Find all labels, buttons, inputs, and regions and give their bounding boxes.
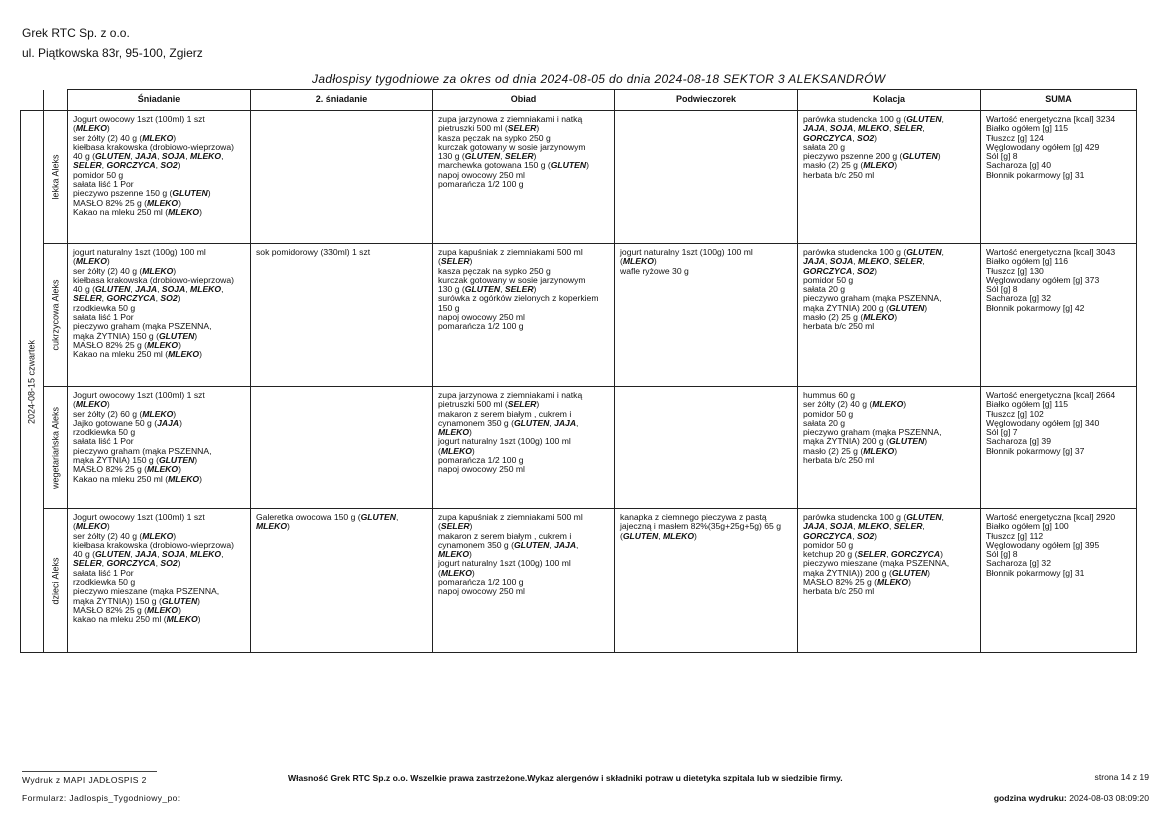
header-spacer [21, 90, 44, 111]
dish-line: SELER, GORCZYCA, SO2) [73, 558, 181, 569]
dish-line: mąka ŻYTNIA) 200 g (GLUTEN) [803, 302, 928, 313]
dish-line: parówka studencka 100 g (GLUTEN, [803, 247, 944, 257]
dish-line: kiełbasa krakowska (drobiowo-wieprzowa) [73, 274, 234, 285]
dish-line: GORCZYCA, SO2) [803, 265, 878, 276]
dish-line: marchewka gotowana 150 g (GLUTEN) [438, 160, 589, 171]
dish-line: parówka studencka 100 g (GLUTEN, [803, 114, 944, 124]
meal-cell-lunch [433, 244, 615, 387]
dish-line: cynamonem 350 g (GLUTEN, JAJA, [438, 539, 579, 550]
table-row [21, 111, 1137, 244]
dish-line: makaron z serem białym , cukrem i [438, 408, 572, 419]
dish-line: sałata liść 1 Por [73, 567, 134, 578]
table-row [21, 244, 1137, 387]
dish-line: (MLEKO) [73, 399, 110, 410]
dish-line: ketchup 20 g (SELER, GORCZYCA) [803, 549, 943, 560]
nutrition-line: Białko ogółem [g] 115 [986, 399, 1069, 410]
dish-line: rzodkiewka 50 g [73, 302, 136, 313]
diet-cell [44, 244, 68, 387]
nutrition-line: Białko ogółem [g] 115 [986, 123, 1069, 134]
dish-line: jogurt naturalny 1szt (100g) 100 ml [620, 247, 753, 257]
dish-line: pieczywo graham (mąka PSZENNA, [73, 321, 212, 332]
column-header-second-breakfast: 2. śniadanie [251, 90, 433, 111]
day-label: 2024-08-15 czwartek [26, 339, 37, 424]
diet-label: wegetariańska Aleks [49, 406, 60, 489]
dish-line: parówka studencka 100 g (GLUTEN, [803, 512, 944, 522]
nutrition-line: Błonnik pokarmowy [g] 42 [986, 302, 1085, 313]
dish-line: ser żółty (2) 40 g (MLEKO) [73, 265, 177, 276]
dish-line: MASŁO 82% 25 g (MLEKO) [73, 464, 181, 475]
dish-line: pomarańcza 1/2 100 g [438, 321, 524, 332]
dish-line: sałata 20 g [803, 284, 846, 295]
dish-line: ser żółty (2) 40 g (MLEKO) [73, 132, 177, 143]
dish-line: sałata liść 1 Por [73, 179, 134, 190]
dish-line: pieczywo mieszane (mąka PSZENNA, [73, 586, 220, 597]
meal-cell-dinner [798, 244, 981, 387]
dish-line: (SELER) [438, 521, 473, 532]
document-title: Jadłospisy tygodniowe za okres od dnia 2024-08-05 do dnia 2024-08-18 SEKTOR 3 ALEKSANDRÓW [312, 72, 886, 86]
nutrition-line: Węglowodany ogółem [g] 340 [986, 417, 1100, 428]
meal-cell-breakfast [68, 244, 251, 387]
dish-line: herbata b/c 250 ml [803, 586, 875, 597]
dish-line: mąka ŻYTNIA) 150 g (GLUTEN) [73, 330, 198, 341]
dish-line: pieczywo graham (mąka PSZENNA, [803, 293, 942, 304]
dish-line: pieczywo graham (mąka PSZENNA, [803, 427, 942, 438]
dish-line: kanapka z ciemnego pieczywa z pastą [620, 512, 767, 522]
dish-line: mąka ŻYTNIA)) 200 g (GLUTEN) [803, 567, 931, 578]
dish-line: ser żółty (2) 60 g (MLEKO) [73, 408, 177, 419]
nutrition-summary-cell [981, 387, 1137, 509]
dish-line: pietruszki 500 ml (SELER) [438, 123, 540, 134]
dish-line: napoj owocowy 250 ml [438, 169, 525, 180]
page-info: strona 14 z 19 [1094, 772, 1149, 782]
nutrition-line: Sacharoza [g] 32 [986, 558, 1051, 569]
nutrition-line: Białko ogółem [g] 100 [986, 521, 1069, 532]
dish-line: pieczywo pszenne 150 g (GLUTEN) [73, 188, 211, 199]
company-name: Grek RTC Sp. z o.o. [22, 26, 130, 40]
nutrition-line: Tłuszcz [g] 112 [986, 530, 1044, 541]
table-header-row [21, 90, 1137, 111]
dish-line: napoj owocowy 250 ml [438, 312, 525, 323]
nutrition-line: Wartość energetyczna [kcal] 3043 [986, 247, 1116, 257]
dish-line: pieczywo mieszane (mąka PSZENNA, [803, 558, 950, 569]
dish-line: pomarańcza 1/2 100 g [438, 455, 524, 466]
dish-line: (MLEKO) [73, 521, 110, 532]
dish-line: ser żółty (2) 40 g (MLEKO) [73, 530, 177, 541]
dish-line: sałata liść 1 Por [73, 436, 134, 447]
dish-line: rzodkiewka 50 g [73, 427, 136, 438]
company-address: ul. Piątkowska 83r, 95-100, Zgierz [22, 46, 203, 60]
dish-line: (MLEKO) [438, 567, 475, 578]
dish-line: Jogurt owocowy 1szt (100ml) 1 szt [73, 390, 205, 400]
form-label: Formularz: Jadlospis_Tygodniowy_po: [22, 793, 181, 803]
dish-line: zupa jarzynowa z ziemniakami i natką [438, 114, 583, 124]
meal-cell-second-breakfast [251, 387, 433, 509]
dish-line: MASŁO 82% 25 g (MLEKO) [803, 577, 911, 588]
dish-line: kasza pęczak na sypko 250 g [438, 132, 551, 143]
dish-line: masło (2) 25 g (MLEKO) [803, 445, 898, 456]
diet-label: dzieci Aleks [49, 556, 60, 605]
column-header-sum: SUMA [981, 90, 1137, 111]
column-header-afternoon-snack: Podwieczorek [615, 90, 798, 111]
dish-line: MASŁO 82% 25 g (MLEKO) [73, 604, 181, 615]
dish-line: masło (2) 25 g (MLEKO) [803, 160, 898, 171]
dish-line: Galeretka owocowa 150 g (GLUTEN, [256, 512, 399, 522]
dish-line: mąka ŻYTNIA)) 150 g (GLUTEN) [73, 595, 201, 606]
dish-line: napoj owocowy 250 ml [438, 464, 525, 475]
meal-cell-second-breakfast [251, 111, 433, 244]
print-time-value: 2024-08-03 08:09:20 [1069, 793, 1149, 803]
meal-cell-breakfast [68, 509, 251, 653]
dish-line: zupa kapuśniak z ziemniakami 500 ml [438, 247, 583, 257]
dish-line: 40 g (GLUTEN, JAJA, SOJA, MLEKO, [73, 151, 224, 162]
dish-line: Jajko gotowane 50 g (JAJA) [73, 417, 182, 428]
column-header-dinner: Kolacja [798, 90, 981, 111]
dish-line: herbata b/c 250 ml [803, 455, 875, 466]
dish-line: pomidor 50 g [803, 274, 854, 285]
dish-line: jogurt naturalny 1szt (100g) 100 ml [438, 558, 571, 569]
dish-line: pieczywo graham (mąka PSZENNA, [73, 445, 212, 456]
footer-right [994, 772, 1149, 803]
dish-line: MASŁO 82% 25 g (MLEKO) [73, 197, 181, 208]
dish-line: MASŁO 82% 25 g (MLEKO) [73, 339, 181, 350]
dish-line: surówka z ogórków zielonych z koperkiem [438, 293, 599, 304]
dish-line: 40 g (GLUTEN, JAJA, SOJA, MLEKO, [73, 284, 224, 295]
meal-cell-second-breakfast [251, 509, 433, 653]
nutrition-line: Wartość energetyczna [kcal] 2920 [986, 512, 1116, 522]
column-header-breakfast: Śniadanie [68, 90, 251, 111]
meal-cell-afternoon-snack [615, 111, 798, 244]
dish-line: pietruszki 500 ml (SELER) [438, 399, 540, 410]
nutrition-line: Błonnik pokarmowy [g] 31 [986, 169, 1085, 180]
day-cell [21, 111, 44, 653]
dish-line: wafle ryżowe 30 g [620, 265, 689, 276]
dish-line: 40 g (GLUTEN, JAJA, SOJA, MLEKO, [73, 549, 224, 560]
meal-cell-breakfast [68, 387, 251, 509]
dish-line: sałata liść 1 Por [73, 312, 134, 323]
nutrition-line: Sacharoza [g] 32 [986, 293, 1051, 304]
meal-cell-afternoon-snack [615, 244, 798, 387]
nutrition-summary-cell [981, 111, 1137, 244]
print-time-label: godzina wydruku: [993, 793, 1067, 803]
diet-cell [44, 111, 68, 244]
nutrition-line: Wartość energetyczna [kcal] 3234 [986, 114, 1116, 124]
dish-line: pomidor 50 g [803, 539, 854, 550]
dish-line: SELER, GORCZYCA, SO2) [73, 160, 181, 171]
dish-line: pomarańcza 1/2 100 g [438, 179, 524, 190]
nutrition-line: Sól [g] 8 [986, 549, 1018, 560]
dish-line: kiełbasa krakowska (drobiowo-wieprzowa) [73, 539, 234, 550]
dish-line: SELER, GORCZYCA, SO2) [73, 293, 181, 304]
nutrition-line: Sól [g] 7 [986, 427, 1018, 438]
dish-line: jajeczną i masłem 82%(35g+25g+5g) 65 g [620, 521, 781, 532]
dish-line: cynamonem 350 g (GLUTEN, JAJA, [438, 417, 579, 428]
nutrition-line: Węglowodany ogółem [g] 373 [986, 274, 1100, 285]
dish-line: Kakao na mleku 250 ml (MLEKO) [73, 349, 202, 360]
print-time [994, 793, 1149, 803]
table-row [21, 387, 1137, 509]
dish-line: herbata b/c 250 ml [803, 169, 875, 180]
dish-line: (GLUTEN, MLEKO) [620, 530, 697, 541]
diet-cell [44, 387, 68, 509]
meal-cell-afternoon-snack [615, 509, 798, 653]
weekly-menu-table [20, 89, 1137, 653]
nutrition-line: Błonnik pokarmowy [g] 31 [986, 567, 1085, 578]
header-spacer [44, 90, 68, 111]
dish-line: Kakao na mleku 250 ml (MLEKO) [73, 206, 202, 217]
column-header-lunch: Obiad [433, 90, 615, 111]
dish-line: sok pomidorowy (330ml) 1 szt [256, 247, 371, 257]
meal-cell-dinner [798, 111, 981, 244]
diet-label: cukrzycowa Aleks [49, 279, 60, 351]
dish-line: (MLEKO) [438, 445, 475, 456]
meal-cell-dinner [798, 387, 981, 509]
nutrition-line: Sacharoza [g] 39 [986, 436, 1051, 447]
dish-line: Kakao na mleku 250 ml (MLEKO) [73, 473, 202, 484]
meal-cell-second-breakfast [251, 244, 433, 387]
meal-cell-afternoon-snack [615, 387, 798, 509]
nutrition-summary-cell [981, 509, 1137, 653]
dish-line: Jogurt owocowy 1szt (100ml) 1 szt [73, 114, 205, 124]
meal-cell-lunch [433, 509, 615, 653]
dish-line: sałata 20 g [803, 417, 846, 428]
nutrition-line: Błonnik pokarmowy [g] 37 [986, 445, 1085, 456]
dish-line: JAJA, SOJA, MLEKO, SELER, [803, 256, 925, 267]
dish-line: pomidor 50 g [73, 169, 124, 180]
dish-line: (MLEKO) [620, 256, 657, 267]
nutrition-line: Węglowodany ogółem [g] 395 [986, 539, 1100, 550]
dish-line: pomidor 50 g [803, 408, 854, 419]
dish-line: kakao na mleku 250 ml (MLEKO) [73, 614, 201, 625]
nutrition-line: Wartość energetyczna [kcal] 2664 [986, 390, 1116, 400]
dish-line: MLEKO) [256, 521, 290, 532]
nutrition-line: Białko ogółem [g] 116 [986, 256, 1069, 267]
dish-line: MLEKO) [438, 549, 472, 560]
printout-label: Wydruk z MAPI JADŁOSPIS 2 [22, 775, 147, 785]
meal-cell-lunch [433, 387, 615, 509]
dish-line: hummus 60 g [803, 390, 856, 400]
dish-line: kasza pęczak na sypko 250 g [438, 265, 551, 276]
dish-line: JAJA, SOJA, MLEKO, SELER, [803, 123, 925, 134]
dish-line: sałata 20 g [803, 141, 846, 152]
dish-line: napoj owocowy 250 ml [438, 586, 525, 597]
dish-line: GORCZYCA, SO2) [803, 132, 878, 143]
nutrition-line: Tłuszcz [g] 130 [986, 265, 1044, 276]
dish-line: pomarańcza 1/2 100 g [438, 577, 524, 588]
dish-line: rzodkiewka 50 g [73, 577, 136, 588]
dish-line: MLEKO) [438, 427, 472, 438]
company-info [22, 23, 203, 63]
dish-line: 150 g [438, 302, 460, 313]
dish-line: pieczywo pszenne 200 g (GLUTEN) [803, 151, 941, 162]
ownership-note: Własność Grek RTC Sp.z o.o. Wszelkie prawa zastrzeżone.Wykaz alergenów i składniki potraw u dietetyka szpitala lub w siedzibie firmy. [288, 773, 843, 783]
nutrition-line: Tłuszcz [g] 124 [986, 132, 1044, 143]
dish-line: 130 g (GLUTEN, SELER) [438, 151, 537, 162]
nutrition-line: Sacharoza [g] 40 [986, 160, 1051, 171]
dish-line: kiełbasa krakowska (drobiowo-wieprzowa) [73, 141, 234, 152]
dish-line: jogurt naturalny 1szt (100g) 100 ml [73, 247, 206, 257]
dish-line: zupa kapuśniak z ziemniakami 500 ml [438, 512, 583, 522]
dish-line: mąka ŻYTNIA) 200 g (GLUTEN) [803, 436, 928, 447]
meal-cell-lunch [433, 111, 615, 244]
dish-line: JAJA, SOJA, MLEKO, SELER, [803, 521, 925, 532]
diet-label: lekka Aleks [49, 154, 60, 200]
nutrition-summary-cell [981, 244, 1137, 387]
dish-line: (SELER) [438, 256, 473, 267]
footer-divider [22, 771, 157, 772]
meal-cell-dinner [798, 509, 981, 653]
nutrition-line: Węglowodany ogółem [g] 429 [986, 141, 1100, 152]
dish-line: Jogurt owocowy 1szt (100ml) 1 szt [73, 512, 205, 522]
dish-line: 130 g (GLUTEN, SELER) [438, 284, 537, 295]
nutrition-line: Sól [g] 8 [986, 151, 1018, 162]
dish-line: (MLEKO) [73, 123, 110, 134]
dish-line: mąka ŻYTNIA) 150 g (GLUTEN) [73, 455, 198, 466]
diet-cell [44, 509, 68, 653]
dish-line: masło (2) 25 g (MLEKO) [803, 312, 898, 323]
dish-line: zupa jarzynowa z ziemniakami i natką [438, 390, 583, 400]
table-body [21, 111, 1137, 653]
meal-cell-breakfast [68, 111, 251, 244]
dish-line: jogurt naturalny 1szt (100g) 100 ml [438, 436, 571, 447]
dish-line: kurczak gotowany w sosie jarzynowym [438, 274, 586, 285]
nutrition-line: Sól [g] 8 [986, 284, 1018, 295]
dish-line: herbata b/c 250 ml [803, 321, 875, 332]
table-row [21, 509, 1137, 653]
footer-left [22, 771, 181, 807]
dish-line: ser żółty (2) 40 g (MLEKO) [803, 399, 907, 410]
dish-line: (MLEKO) [73, 256, 110, 267]
dish-line: makaron z serem białym , cukrem i [438, 530, 572, 541]
nutrition-line: Tłuszcz [g] 102 [986, 408, 1044, 419]
dish-line: kurczak gotowany w sosie jarzynowym [438, 141, 586, 152]
dish-line: GORCZYCA, SO2) [803, 530, 878, 541]
